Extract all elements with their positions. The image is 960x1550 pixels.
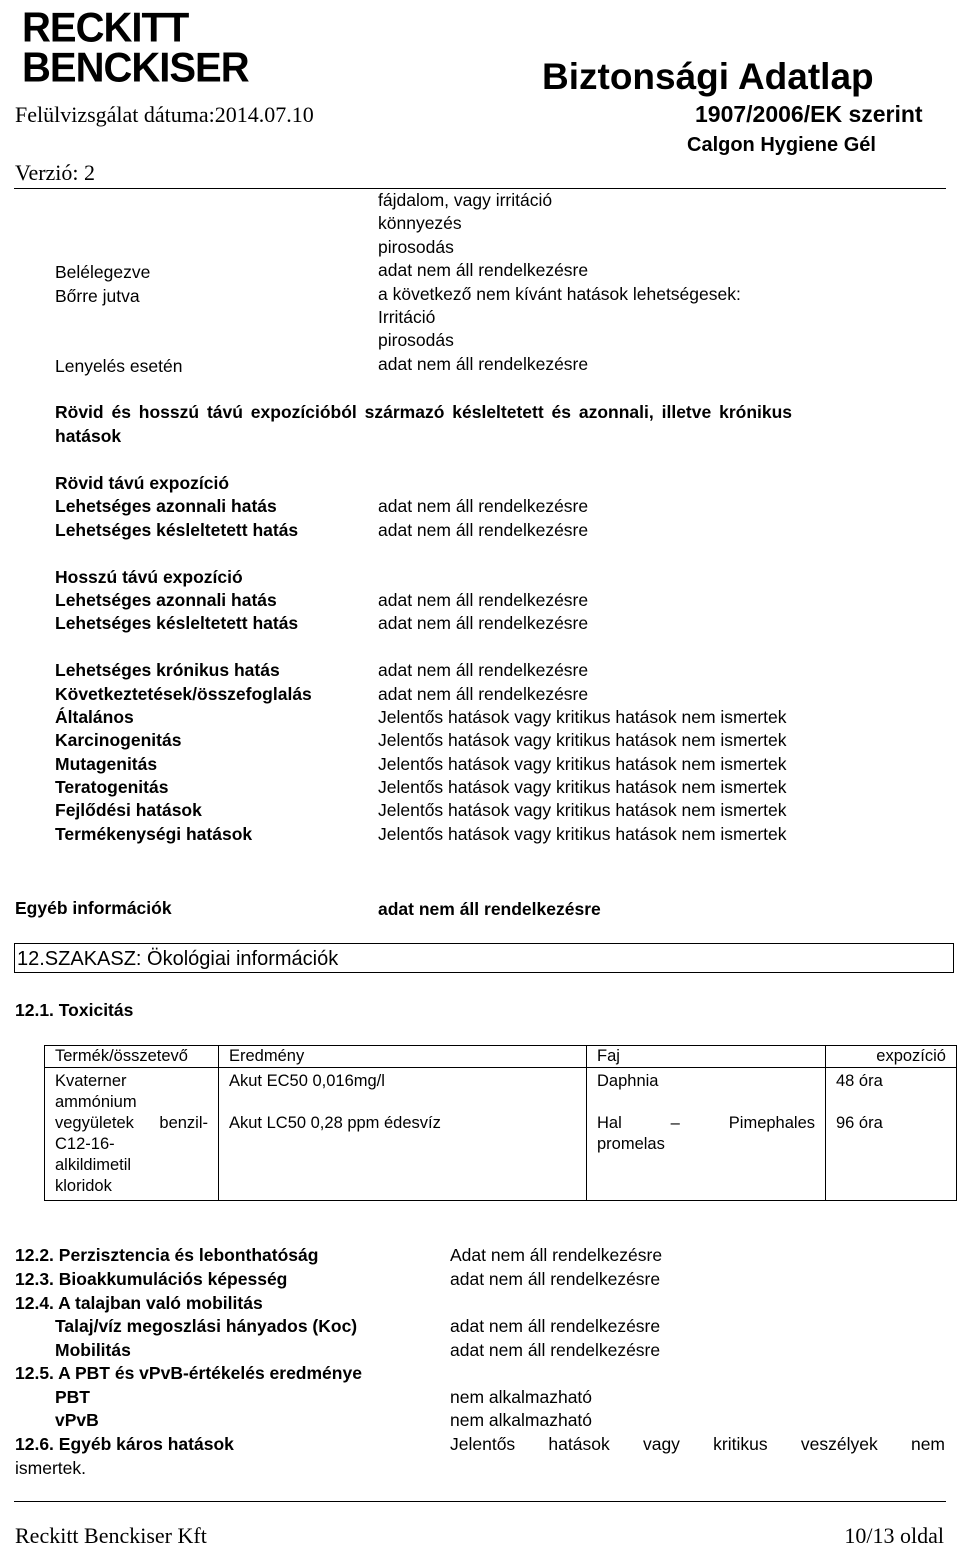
effect-value: Jelentős hatások vagy kritikus hatások nem ismertek [378,800,787,821]
effect-value: Jelentős hatások vagy kritikus hatások nem ismertek [378,706,787,727]
symptom-line: fájdalom, vagy irritáció [378,190,553,210]
col-header-result: Eredmény [219,1046,587,1068]
effects-labels [55,472,312,846]
effect-value: adat nem áll rendelkezésre [378,683,589,704]
footer-divider [14,1501,946,1502]
revision-date: Felülvizsgálat dátuma:2014.07.10 [15,102,314,127]
effect-label: Termékenységi hatások [55,823,253,844]
effect-value: adat nem áll rendelkezésre [378,660,589,681]
koc-value: adat nem áll rendelkezésre [450,1316,661,1336]
persistence-value: Adat nem áll rendelkezésre [450,1245,663,1265]
effect-label: Lehetséges azonnali hatás [55,496,277,517]
ingestion-label: Lenyelés esetén [55,356,183,376]
regulation: 1907/2006/EK szerint [695,101,923,127]
bioaccumulation-value: adat nem áll rendelkezésre [450,1269,661,1289]
symptom-line: Irritáció [378,306,436,327]
col-header-component: Termék/összetevő [45,1046,219,1068]
effects-heading-cont: hatások [55,426,122,446]
bioaccumulation-label: 12.3. Bioakkumulációs képesség [15,1269,288,1289]
table-header-row [45,1046,957,1068]
persistence-label: 12.2. Perzisztencia és lebonthatóság [15,1245,319,1265]
effects-heading: Rövid és hosszú távú expozícióból származó késleltetett és azonnali, illetve krónikus [55,402,793,422]
effect-value: Jelentős hatások vagy kritikus hatások nem ismertek [378,823,787,844]
effect-value: adat nem áll rendelkezésre [378,496,589,517]
mobility-label: Mobilitás [55,1340,131,1360]
component-cell: Kvaterner ammónium vegyületek benzil- C12-16- alkildimetil kloridok [45,1068,219,1201]
symptom-line: adat nem áll rendelkezésre [378,353,589,374]
exposure-cell: 48 óra 96 óra [826,1068,957,1201]
effect-label: Következtetések/összefoglalás [55,683,312,704]
pbt-title: 12.5. A PBT és vPvB-értékelés eredménye [15,1363,362,1383]
species-cell: Daphnia Hal – Pimephales promelas [587,1068,826,1201]
col-header-exposure: expozíció [826,1046,957,1068]
koc-label: Talaj/víz megoszlási hányados (Koc) [55,1316,358,1336]
effect-label: Teratogenitás [55,777,169,798]
symptom-line: könnyezés [378,213,462,234]
effect-value: Jelentős hatások vagy kritikus hatások nem ismertek [378,753,787,774]
toxicity-title: 12.1. Toxicitás [15,1000,134,1020]
effect-value: adat nem áll rendelkezésre [378,613,589,634]
toxicity-table [44,1045,957,1201]
other-info-value: adat nem áll rendelkezésre [378,899,601,919]
symptom-line: a következő nem kívánt hatások lehetségesek: [378,283,741,304]
other-info-label: Egyéb információk [15,898,172,918]
effect-label: Lehetséges azonnali hatás [55,589,277,610]
effect-value: adat nem áll rendelkezésre [378,519,589,540]
long-term-title: Hosszú távú expozíció [55,566,243,587]
col-header-species: Faj [587,1046,826,1068]
effects-values [378,472,787,846]
inhalation-label: Belélegezve [55,262,151,282]
section-12-header [14,943,954,973]
effect-label: Karcinogenitás [55,730,182,751]
version: Verzió: 2 [15,160,96,185]
effect-label: Fejlődési hatások [55,800,202,821]
symptom-line: adat nem áll rendelkezésre [378,260,589,281]
effect-label: Általános [55,706,134,727]
logo-text-line2: BENCKISER [22,44,249,92]
table-row [45,1068,957,1201]
other-adverse-label: 12.6. Egyéb káros hatások [15,1434,234,1454]
symptom-line: pirosodás [378,236,454,257]
other-adverse-value-cont: ismertek. [15,1458,86,1478]
mobility-value: adat nem áll rendelkezésre [450,1340,661,1360]
pbt-label: PBT [55,1387,90,1407]
footer-page-number: 10/13 oldal [844,1523,944,1548]
effect-label: Lehetséges késleltetett hatás [55,613,299,634]
effect-label: Lehetséges késleltetett hatás [55,519,299,540]
effect-label: Mutagenitás [55,753,158,774]
skin-label: Bőrre jutva [55,286,140,306]
effect-value: Jelentős hatások vagy kritikus hatások nem ismertek [378,730,787,751]
pbt-value: nem alkalmazható [450,1387,593,1407]
effect-value: adat nem áll rendelkezésre [378,589,589,610]
symptom-line: pirosodás [378,330,454,351]
logo-text-line1: RECKITT [22,4,189,52]
vpvb-label: vPvB [55,1410,99,1430]
document-title: Biztonsági Adatlap [542,56,874,97]
mobility-title: 12.4. A talajban való mobilitás [15,1293,263,1313]
effect-label: Lehetséges krónikus hatás [55,660,280,681]
result-cell: Akut EC50 0,016mg/l Akut LC50 0,28 ppm édesvíz [219,1068,587,1201]
effect-value: Jelentős hatások vagy kritikus hatások nem ismertek [378,777,787,798]
other-adverse-value: Jelentős hatások vagy kritikus veszélyek nem [450,1434,945,1454]
symptoms-list [378,189,741,376]
product-name: Calgon Hygiene Gél [687,134,876,156]
section-12-title: 12.SZAKASZ: Ökológiai információk [17,948,339,970]
vpvb-value: nem alkalmazható [450,1410,593,1430]
footer-company: Reckitt Benckiser Kft [15,1523,207,1548]
short-term-title: Rövid távú expozíció [55,473,230,493]
